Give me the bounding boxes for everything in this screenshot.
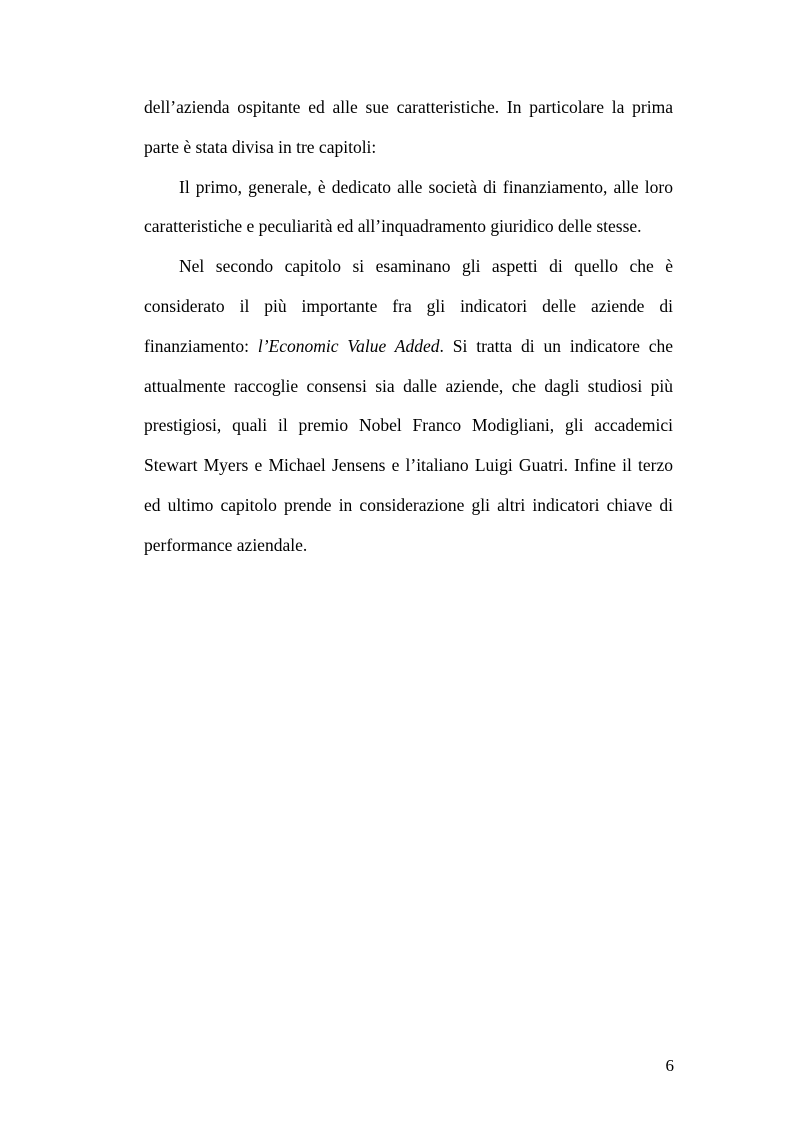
text-line: ed ultimo capitolo prende in considerazione gli altri indicatori chiave di: [144, 494, 673, 515]
page-number: 6: [665, 1056, 674, 1075]
text-line: caratteristiche e peculiarità ed all’inquadramento giuridico delle stesse.: [144, 216, 642, 237]
document-body: [144, 88, 673, 566]
paragraph-first-line: Il primo, generale, è dedicato alle società di finanziamento, alle loro: [179, 176, 673, 197]
emphasized-term: l’Economic Value Added: [257, 335, 440, 356]
text-line: Stewart Myers e Michael Jensens e l’italiano Luigi Guatri. Infine il terzo: [144, 455, 673, 476]
text-segment: finanziamento:: [144, 335, 249, 356]
text-line: prestigiosi, quali il premio Nobel Franco Modigliani, gli accademici: [144, 415, 673, 436]
text-line-with-emphasis: [144, 327, 673, 367]
text-line: dell’azienda ospitante ed alle sue caratteristiche. In particolare la prima: [144, 97, 673, 117]
text-line: performance aziendale.: [144, 534, 308, 555]
text-line: parte è stata divisa in tre capitoli:: [144, 136, 377, 157]
text-line: considerato il più importante fra gli indicatori delle aziende di: [144, 295, 673, 316]
paragraph-first-line: Nel secondo capitolo si esaminano gli aspetti di quello che è: [179, 256, 673, 277]
text-line: attualmente raccoglie consensi sia dalle aziende, che dagli studiosi più: [144, 375, 673, 396]
text-segment: . Si tratta di un indicatore che: [439, 335, 674, 356]
